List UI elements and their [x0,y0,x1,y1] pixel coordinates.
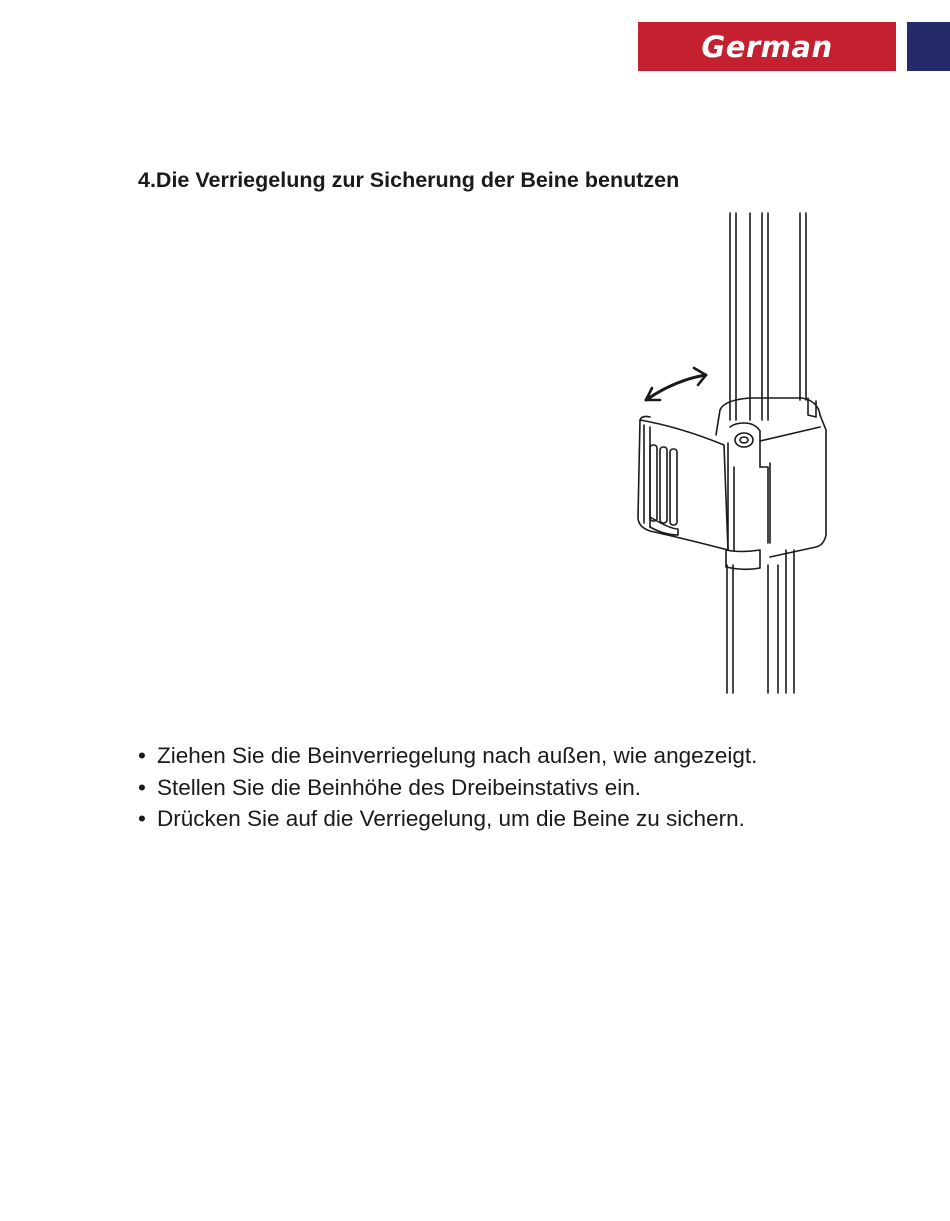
instruction-text: Stellen Sie die Beinhöhe des Dreibeinstativs ein. [157,774,642,800]
lock-lever [638,416,728,550]
bullet: • [138,743,146,768]
instruction-list [138,740,757,835]
bullet: • [138,774,146,800]
bullet: • [138,806,146,831]
instruction-text: Ziehen Sie die Beinverriegelung nach außen, wie angezeigt. [157,743,758,768]
pull-direction-arrow [646,368,706,400]
clamp-collar [716,398,826,569]
instruction-item [138,803,757,835]
section-title: 4.Die Verriegelung zur Sicherung der Beine benutzen [138,168,680,192]
instruction-item [138,772,757,804]
leg-tube-lower [727,550,794,693]
instruction-text: Drücken Sie auf die Verriegelung, um die Beine zu sichern. [157,806,745,831]
side-tab [907,22,950,71]
language-badge [638,22,896,71]
tripod-leg-lock-icon [620,205,840,700]
language-label: German [701,29,833,64]
instruction-item [138,740,757,772]
leg-tube-upper [730,213,806,420]
